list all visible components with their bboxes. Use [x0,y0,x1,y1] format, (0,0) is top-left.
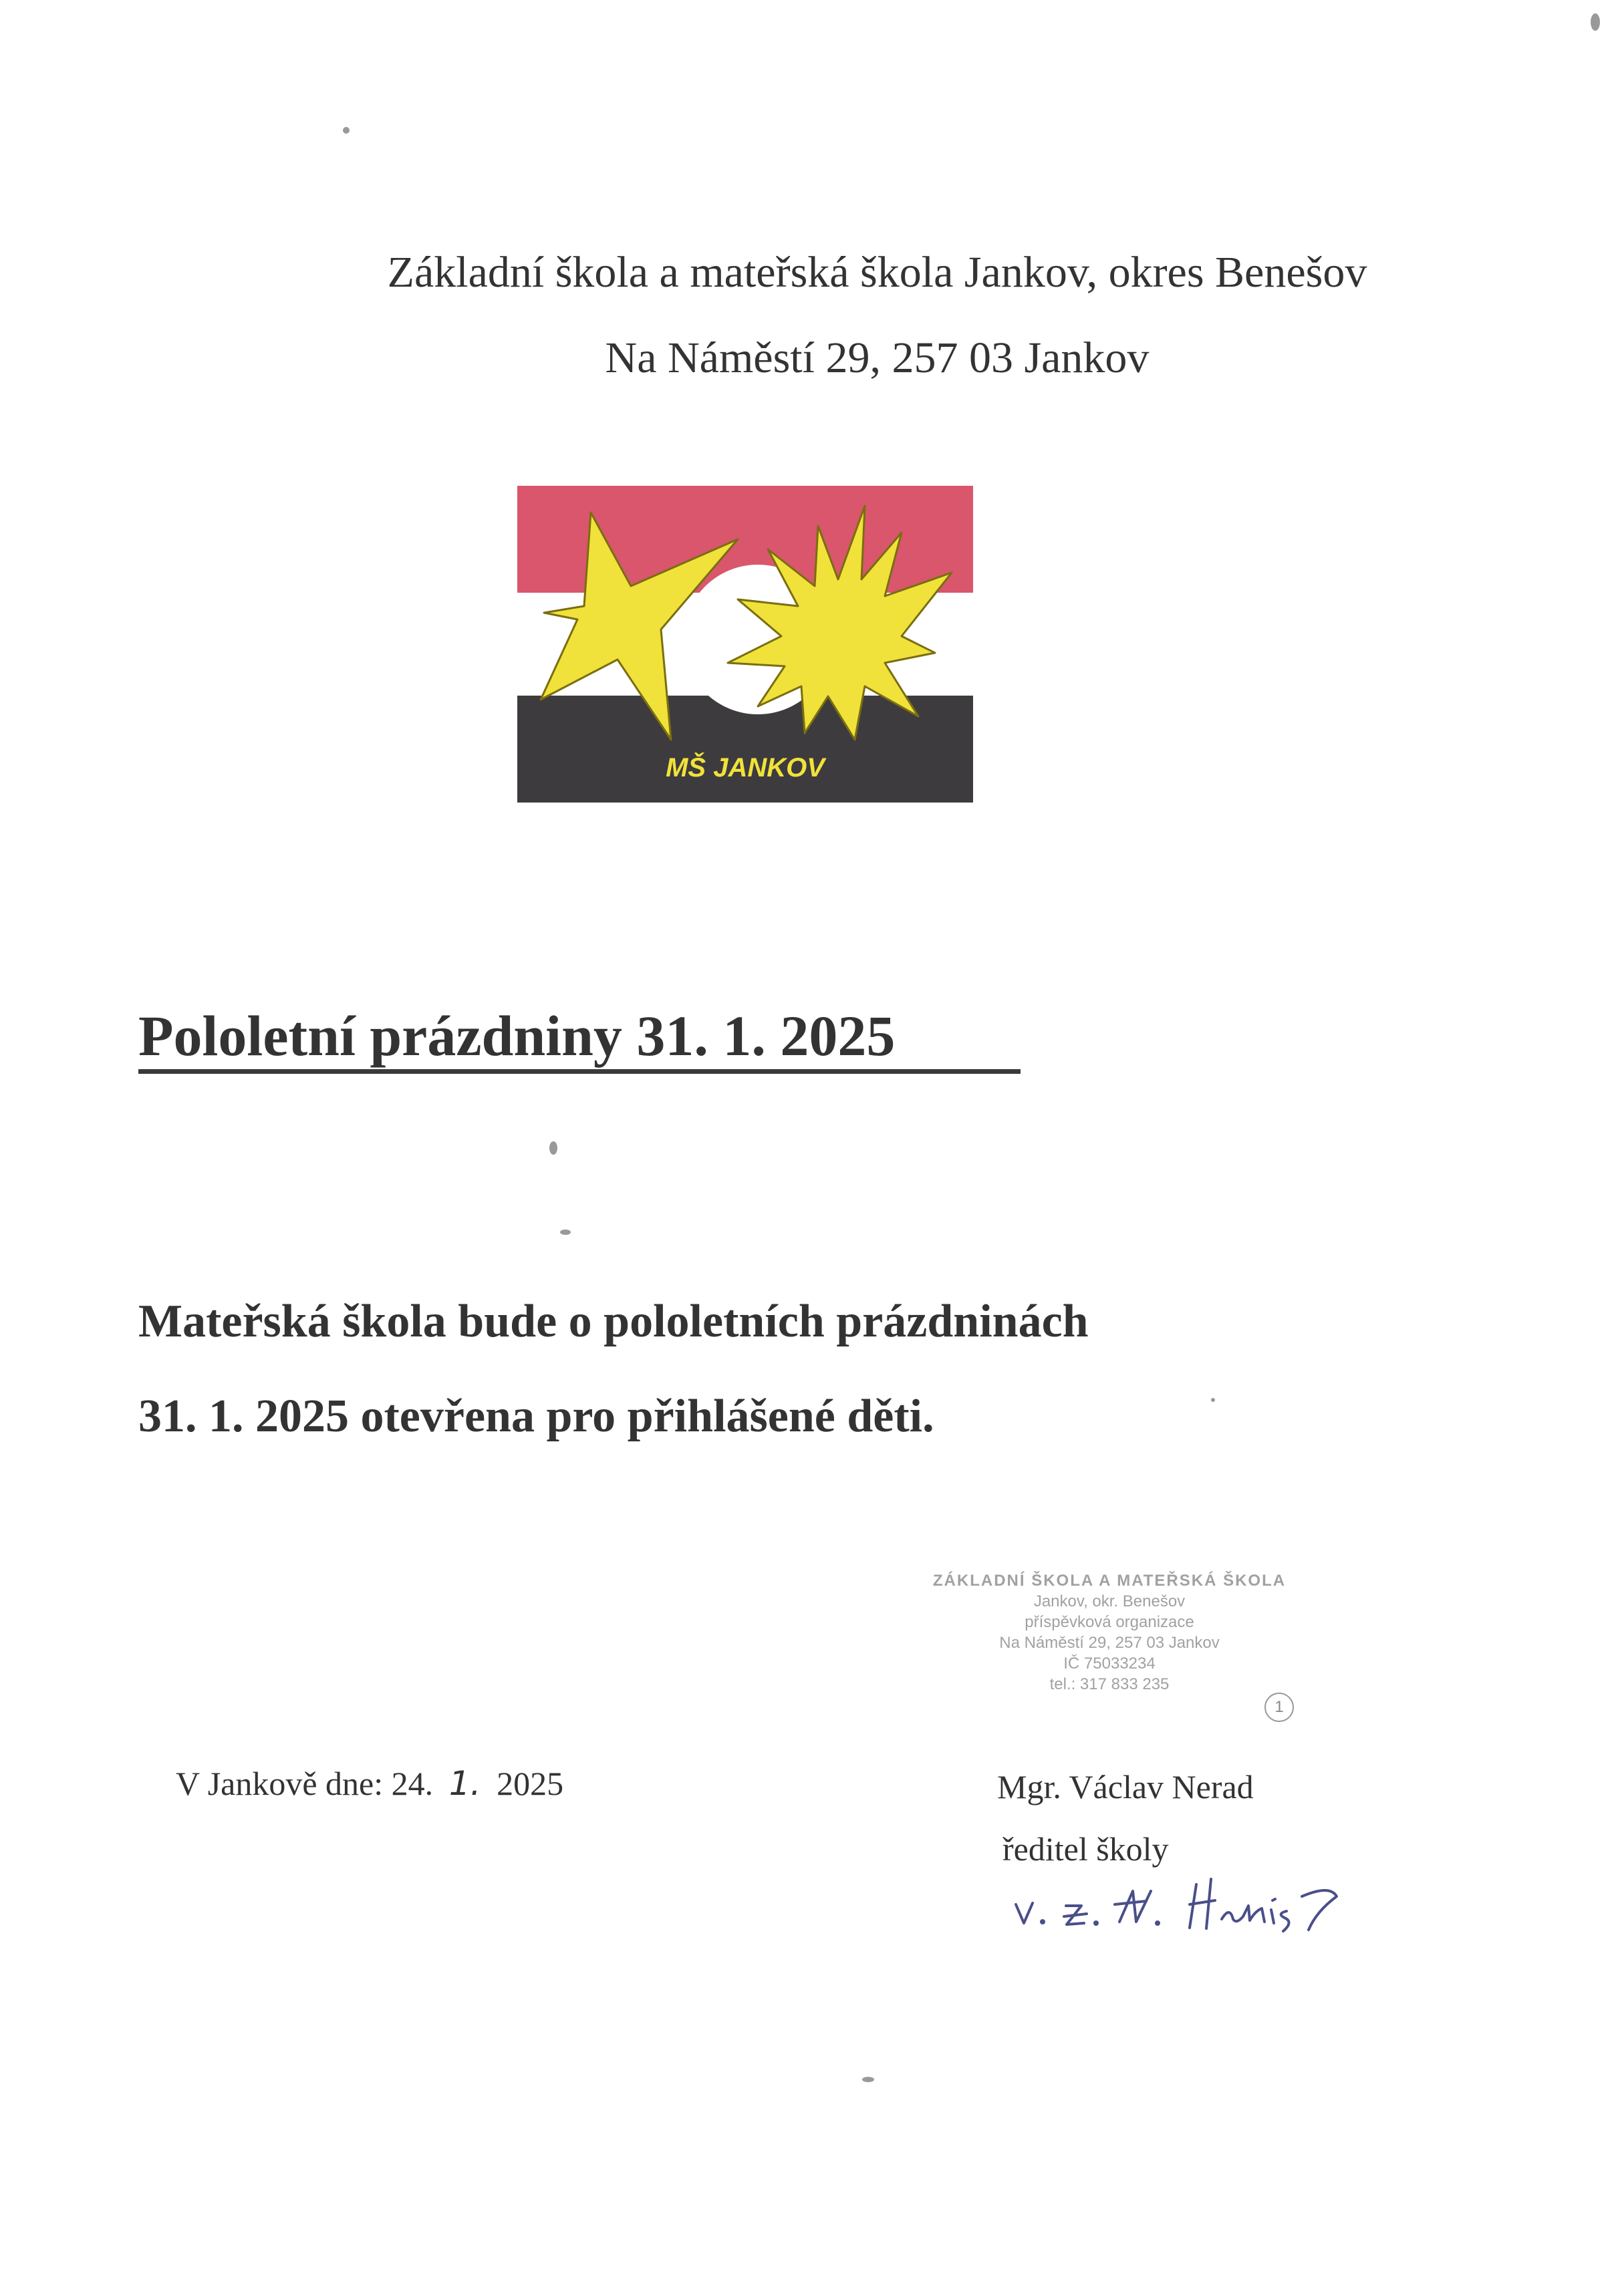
scan-speck [549,1141,557,1155]
scan-speck [1211,1398,1215,1402]
notice-body-line-2: 31. 1. 2025 otevřena pro přihlášené děti. [138,1391,934,1442]
stamp-line: tel.: 317 833 235 [1049,1675,1170,1693]
notice-body-line-1: Mateřská škola bude o pololetních prázdninách [138,1296,1089,1347]
stamp-line: ZÁKLADNÍ ŠKOLA A MATEŘSKÁ ŠKOLA [932,1572,1287,1590]
handwritten-month: 1. [448,1764,481,1803]
notice-title: Pololetní prázdniny 31. 1. 2025 [138,1004,896,1068]
signatory-name: Mgr. Václav Nerad [997,1768,1254,1806]
handwritten-signature [1002,1858,1377,1938]
date-year: 2025 [497,1765,564,1802]
stamp-line: příspěvková organizace [1025,1613,1194,1631]
scan-speck [1591,13,1600,31]
school-name: Základní škola a mateřská škola Jankov, okres Benešov [387,248,1367,297]
scan-speck [343,127,350,134]
title-underline [138,1069,1021,1074]
stamp-line: Jankov, okr. Benešov [1033,1592,1186,1610]
scan-speck [560,1230,571,1235]
school-logo [517,486,973,803]
place-date-label: V Jankově dne: 24. [176,1765,434,1802]
stamp-line: Na Náměstí 29, 257 03 Jankov [999,1634,1220,1652]
signatory-role: ředitel školy [1002,1830,1169,1868]
scan-speck [862,2077,874,2082]
stamp-number-mark: 1 [1264,1693,1294,1722]
stamp-line: IČ 75033234 [1063,1655,1156,1673]
place-date [176,1764,563,1803]
logo-label: MŠ JANKOV [666,753,825,782]
school-address: Na Náměstí 29, 257 03 Jankov [605,333,1150,382]
